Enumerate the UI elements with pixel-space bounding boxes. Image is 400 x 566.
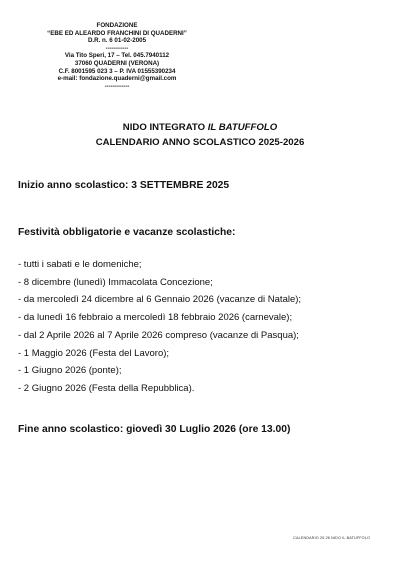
holiday-item: - da lunedì 16 febbraio a mercoledì 18 febbraio 2026 (carnevale); — [18, 312, 293, 324]
letterhead-line: D.R. n. 6 01-02-2005 — [87, 37, 147, 45]
holidays-list — [18, 256, 301, 398]
letterhead-line: Via Tito Speri, 17 – Tel. 045.7940112 — [64, 52, 170, 60]
holiday-item: - dal 2 Aprile 2026 al 7 Aprile 2026 compreso (vacanze di Pasqua); — [18, 329, 299, 341]
letterhead-line: “EBE ED ALEARDO FRANCHINI DI QUADERNI” — [47, 29, 187, 37]
holiday-item: - 1 Giugno 2026 (ponte); — [18, 365, 122, 377]
title-line-1 — [0, 120, 400, 135]
school-year-end: Fine anno scolastico: giovedì 30 Luglio 2026 (ore 13.00) — [18, 424, 291, 435]
letterhead-line: ------------ — [104, 82, 130, 90]
school-year-start: Inizio anno scolastico: 3 SETTEMBRE 2025 — [18, 180, 230, 191]
title-line-2: CALENDARIO ANNO SCOLASTICO 2025-2026 — [95, 137, 305, 148]
holiday-item: - da mercoledì 24 dicembre al 6 Gennaio 2026 (vacanze di Natale); — [18, 294, 302, 306]
title-prefix: NIDO INTEGRATO — [122, 122, 208, 133]
holiday-item: - 2 Giugno 2026 (Festa della Repubblica). — [18, 382, 195, 394]
holiday-item: - 8 dicembre (lunedì) Immacolata Concezione; — [18, 276, 213, 288]
letterhead — [0, 22, 234, 90]
letterhead-line: FONDAZIONE — [96, 22, 138, 29]
title-italic: IL BATUFFOLO — [207, 122, 278, 133]
letterhead-line: e-mail: fondazione.quaderni@gmail.com — [57, 75, 177, 83]
holiday-item: - 1 Maggio 2026 (Festa del Lavoro); — [18, 347, 170, 359]
letterhead-line: 37060 QUADERNI (VERONA) — [74, 59, 160, 67]
page-footer: CALENDARIO 25 26 NIDO IL BATUFFOLO — [293, 536, 370, 540]
letterhead-line: ----------- — [105, 44, 129, 52]
holidays-heading: Festività obbligatorie e vacanze scolastiche: — [18, 227, 236, 238]
document-title — [0, 120, 400, 150]
holiday-item: - tutti i sabati e le domeniche; — [18, 259, 142, 270]
letterhead-line: C.F. 8001595 023 3 – P. IVA 01555390234 — [58, 67, 176, 75]
